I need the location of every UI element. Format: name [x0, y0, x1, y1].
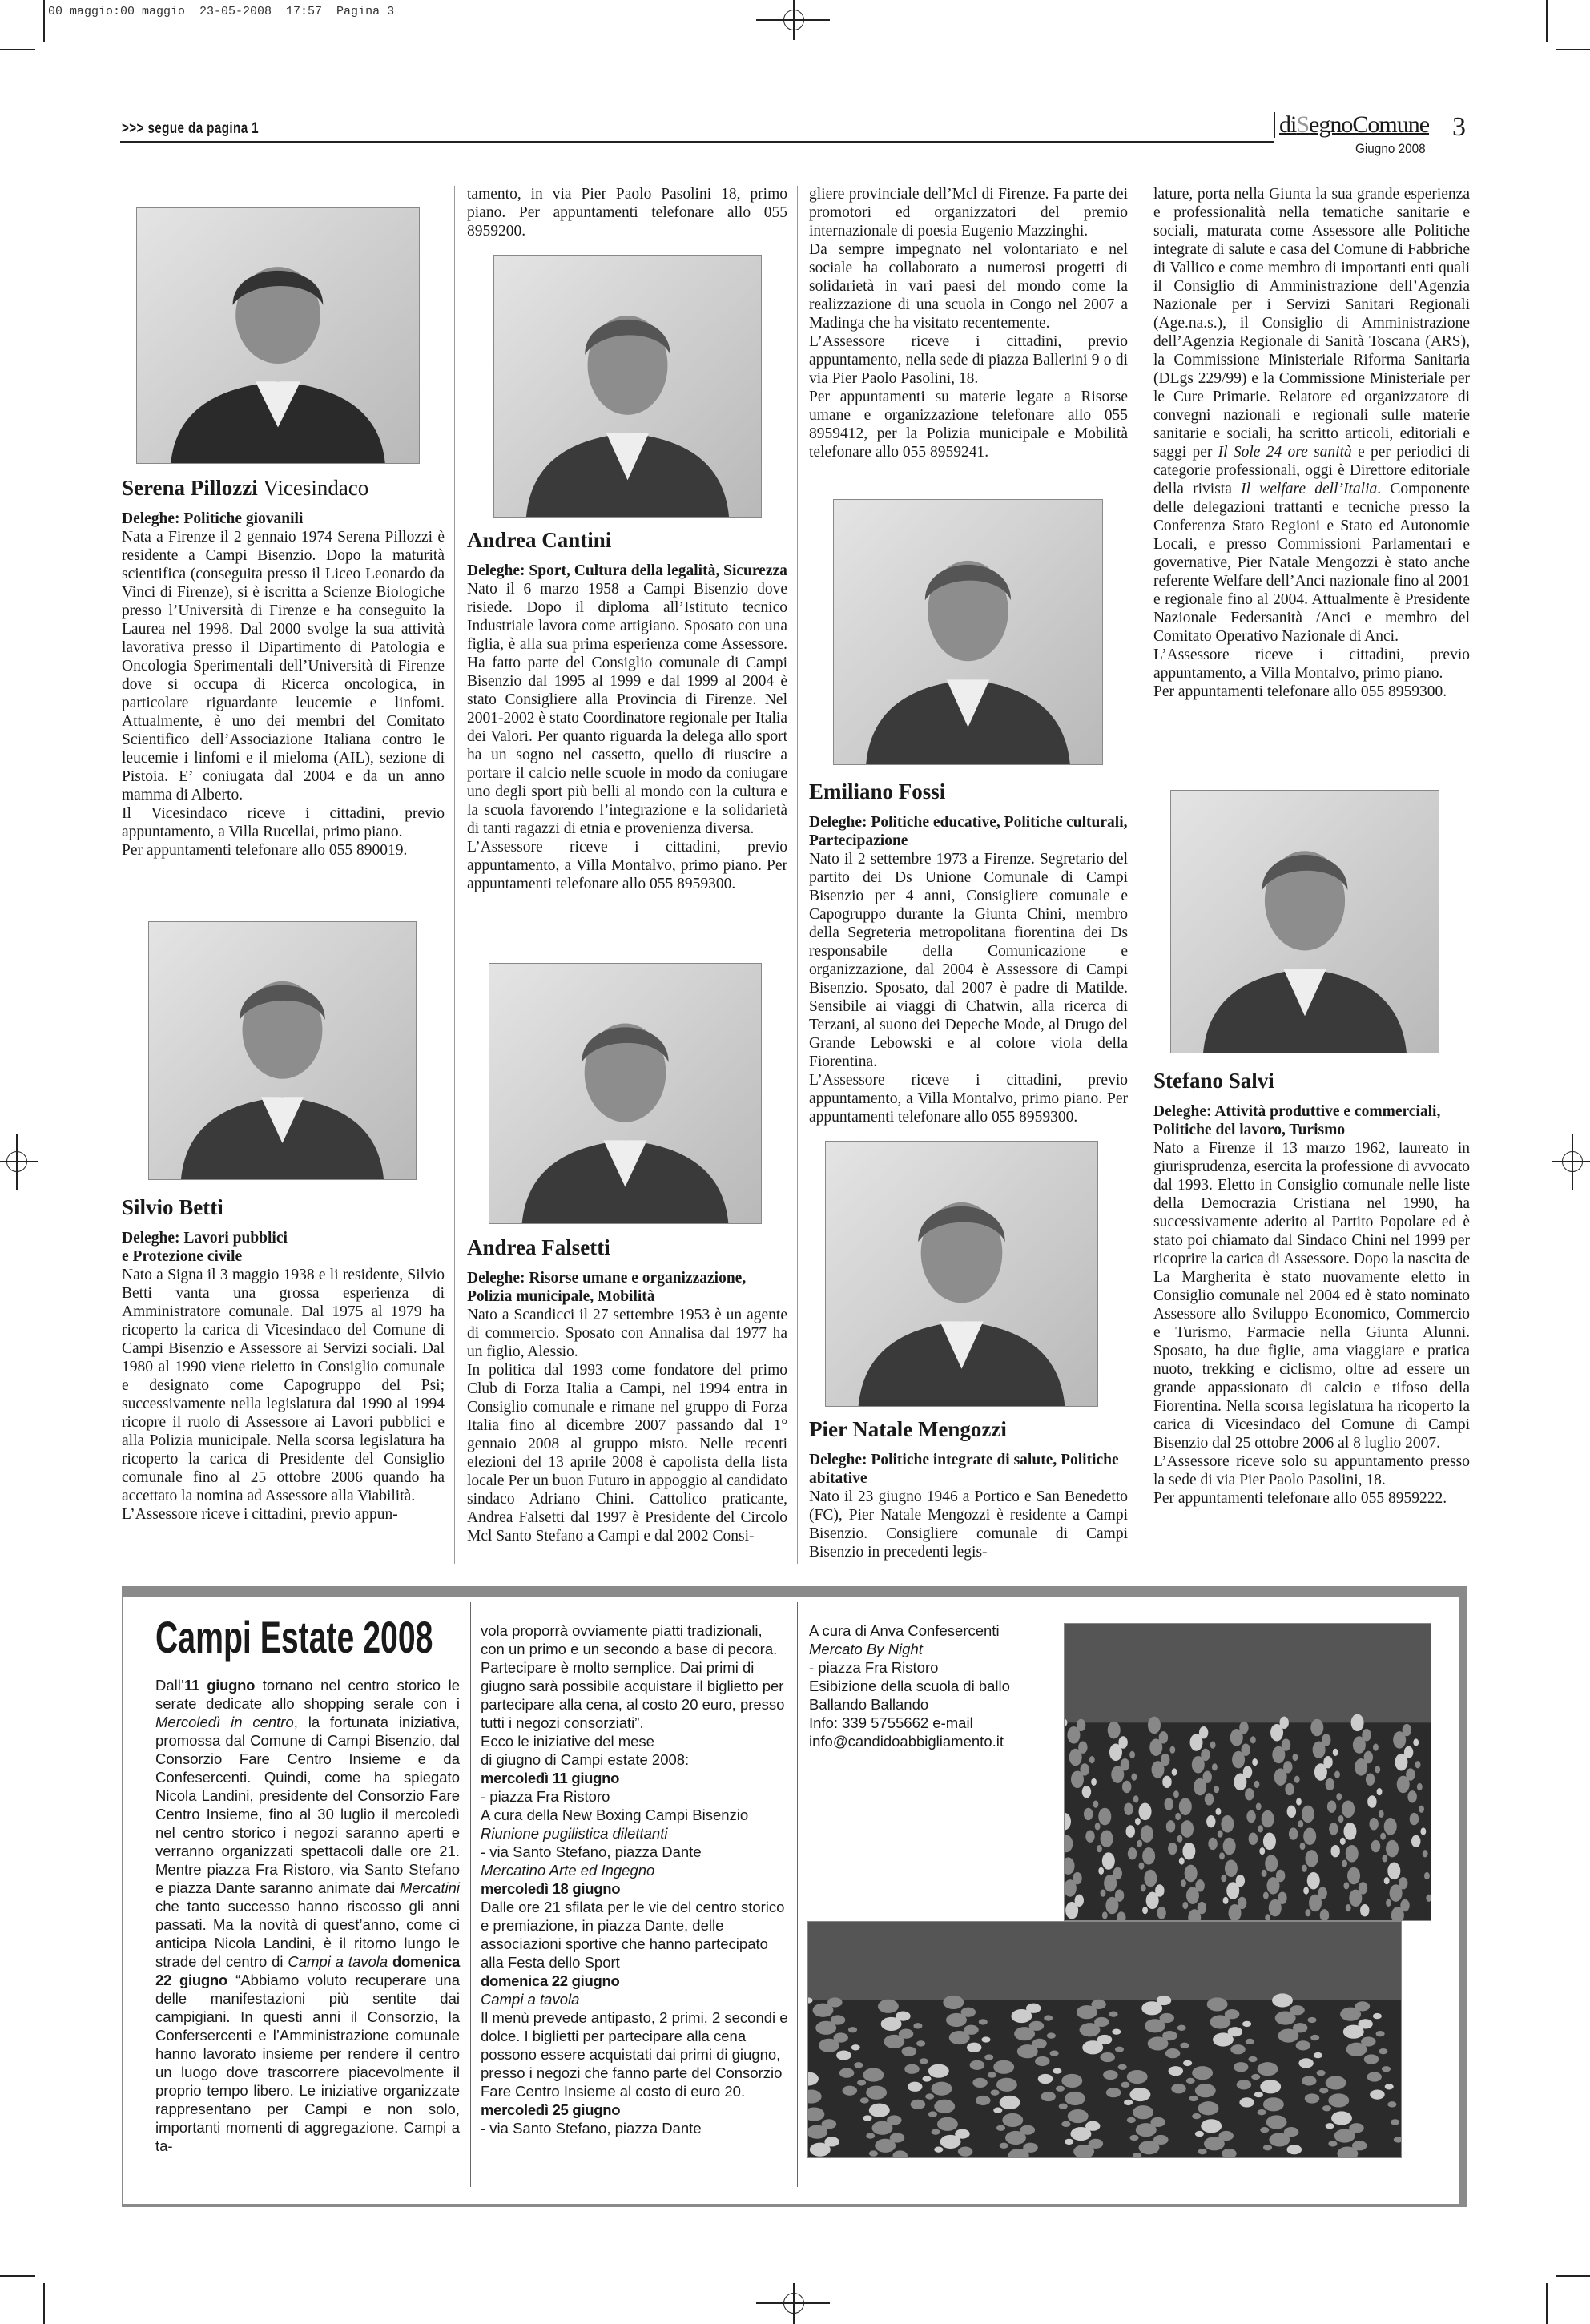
- text-run: tamento, in via Pier Paolo Pasolini 18, primo piano. Per appuntamenti telefonare allo 055 8959200.: [467, 186, 787, 240]
- estate-column-a: [155, 1613, 460, 2155]
- bold-run: domenica 22 giugno: [155, 1953, 460, 1988]
- paragraph: [467, 580, 787, 838]
- text-run: Nato a Signa il 3 maggio 1938 e li residente, Silvio Betti vanta una grossa esperienza di Amministratore comunale. Dal 1975 al 1979 ha ricoperto la carica di Vicesindaco del Comune di Campi Bisenzio e Assessore ai Servizi sociali. Dal 1980 al 1990 viene rieletto in Consiglio comunale e designato come Capogruppo del Psi; successivamente nella legislatura dal 1990 al 1994 ricopre il ruolo di Assessore ai Lavori pubblici e alla Polizia municipale. Nella scorsa legislatura ha ricoperto la carica di Presidente del Consiglio comunale fino al 25 ottobre 2006 quando ha accettato la nomina ad Assessore alla Viabilità.: [122, 1267, 445, 1504]
- italic-run: Mercatini: [399, 1879, 460, 1896]
- paragraph: [122, 841, 445, 860]
- text-run: che tanto successo hanno riscosso gli anni passati. Ma la novità di quest’anno, come ci anticipa Nicola Landini, è il ritorno lungo le strade del centro di: [155, 1898, 460, 1970]
- text-run: Dalle ore 21 sfilata per le vie del centro storico e premiazione, in piazza Dante, delle associazioni sportive che hanno partecipato alla Festa dello Sport: [481, 1899, 785, 1971]
- text-run: Ecco le iniziative del mese: [481, 1733, 654, 1750]
- text-run: , la fortunata iniziativa, promossa dal Comune di Campi Bisenzio, dal Consorzio Fare Centro Insieme e da Confesercenti. Quindi, come ha spiegato Nicola Landini, presidente del Consorzio Fare Centro Insieme, fino al 30 luglio il mercoledì nel centro storico i negozi saranno aperti e verranno organizzati spettacoli dalle ore 21. Mentre piazza Fra Ristoro, via Santo Stefano e piazza Dante saranno animate dai: [155, 1714, 460, 1896]
- profile-name: [122, 474, 445, 501]
- crop-mark: [43, 0, 45, 42]
- paragraph: [809, 1732, 1057, 1750]
- profile-article: [467, 526, 787, 893]
- paragraph: [481, 1806, 789, 1824]
- italic-run: Riunione pugilistica dilettanti: [481, 1825, 668, 1842]
- issue-month: Giugno 2008: [1355, 141, 1426, 156]
- text-run: Ballando Ballando: [809, 1696, 929, 1713]
- italic-run: Campi a tavola: [481, 1991, 580, 2008]
- event-photo-night-square: [1064, 1623, 1431, 1921]
- text-run: L’Assessore riceve i cittadini, previo appuntamento, a Villa Montalvo, primo piano.: [1153, 646, 1470, 682]
- text-run: L’Assessore riceve i cittadini, previo appuntamento, nella sede di piazza Ballerini 9 o di via Pier Paolo Pasolini, 18.: [809, 333, 1128, 387]
- page-number: 3: [1452, 112, 1466, 142]
- deleghe-heading: Deleghe: Lavori pubblici e Protezione civile: [122, 1230, 288, 1265]
- person-name: Stefano Salvi: [1153, 1069, 1274, 1093]
- column-divider: [454, 186, 455, 1564]
- paragraph: [122, 1505, 445, 1524]
- paragraph: [1153, 1139, 1470, 1452]
- print-slug: 00 maggio:00 maggio 23-05-2008 17:57 Pagina 3: [48, 5, 395, 18]
- paragraph: [1153, 185, 1470, 646]
- deleghe-heading: Deleghe: Risorse umane e organizzazione, Polizia municipale, Mobilità: [467, 1270, 747, 1305]
- registration-mark-line: [793, 0, 795, 40]
- portrait-photo-cantini: [493, 255, 762, 518]
- profile-article: [122, 1194, 445, 1524]
- paragraph: [809, 1658, 1057, 1677]
- logo-part: egnoComune: [1309, 111, 1430, 138]
- deleghe-heading: Deleghe: Politiche educative, Politiche culturali, Partecipazione: [809, 814, 1128, 849]
- profile-body: [809, 850, 1128, 1126]
- paragraph: [481, 1769, 789, 1787]
- paragraph: [809, 1640, 1057, 1658]
- logo-part: S: [1296, 111, 1310, 138]
- logo-part: di: [1279, 111, 1297, 138]
- paragraph: [809, 388, 1128, 461]
- paragraph: [481, 2008, 789, 2100]
- text-run: L’Assessore riceve i cittadini, previo appuntamento, a Villa Montalvo, primo piano. Per appuntamenti telefonare allo 055 8959300.: [467, 839, 787, 892]
- registration-mark-line: [1572, 1134, 1573, 1190]
- person-name: Silvio Betti: [122, 1195, 223, 1219]
- text-run: . Componente delle delegazioni trattanti e tecniche presso la Conferenza Stato Regioni e Stato ed Autonomie Locali, e presso Commissioni Parlamentari e governative, Pier Natale Mengozzi è stato anche referente Welfare dell’Anci nazionale fino al 2001 e regionale fino al 2004. Attualmente è Presidente Nazionale Federsanità /Anci e membro del Comitato Operativo Nazionale di Anci.: [1153, 481, 1470, 645]
- profile-article: [467, 1234, 787, 1545]
- bold-run: mercoledì 11 giugno: [481, 1770, 620, 1786]
- estate-column-c: [809, 1621, 1057, 1750]
- estate-intro: [155, 1676, 460, 2155]
- person-role: Vicesindaco: [263, 476, 369, 500]
- paragraph: [809, 850, 1128, 1071]
- header-rule: [120, 141, 1274, 143]
- deleghe-heading: Deleghe: Politiche integrate di salute, Politiche abitative: [809, 1452, 1119, 1487]
- profile-article: [809, 778, 1128, 1126]
- estate-column-b: [481, 1621, 789, 2137]
- profile-body: [809, 1488, 1128, 1561]
- text-run: Il menù prevede antipasto, 2 primi, 2 secondi e dolce. I biglietti per partecipare alla cena possono essere acquistati dai primi di giugno, presso i negozi che fanno parte del Consorzio Fare Centro Insieme al costo di euro 20.: [481, 2009, 788, 2100]
- bold-run: mercoledì 25 giugno: [481, 2101, 621, 2118]
- estate-event-list: [481, 1732, 789, 2137]
- continued-text: [467, 185, 787, 240]
- paragraph: [481, 1898, 789, 1972]
- italic-run: Mercoledì in centro: [155, 1714, 294, 1730]
- registration-mark-line: [16, 1134, 18, 1190]
- crop-mark: [1556, 2275, 1590, 2277]
- paragraph: [481, 1861, 789, 1879]
- registration-mark-line: [0, 1161, 38, 1162]
- profile-name: [809, 778, 1128, 805]
- crop-mark: [0, 2275, 35, 2277]
- portrait-photo-salvi: [1170, 790, 1439, 1053]
- paragraph: [481, 1621, 789, 1732]
- box-column-divider: [797, 1602, 798, 2187]
- text-run: Nato il 6 marzo 1958 a Campi Bisenzio dove risiede. Dopo il diploma all’Istituto tecnico Industriale lavora come artigiano. Sposato con una figlia, è alla sua prima esperienza come Assessore. Ha fatto parte del Consiglio comunale di Campi Bisenzio dal 1995 al 1999 e dal 1999 al 2004 è stato Consigliere alla Provincia di Firenze. Nel 2001-2002 è stato Coordinatore regionale per Italia dei Valori. Per quanto riguarda la delega allo sport ha un sogno nel cassetto, quello di riuscire a portare il calcio nelle scuole in modo da coniugare uno degli sport più belli al mondo con la cultura e la scuola favorendo l’integrazione e la solidarietà di tanti ragazzi di etnia e provenienza diversa.: [467, 581, 787, 837]
- text-run: - via Santo Stefano, piazza Dante: [481, 1843, 702, 1860]
- text-run: Nato il 2 settembre 1973 a Firenze. Segretario del partito dei Ds Unione Comunale di Campi Bisenzio per 4 anni, Consigliere comunale e Capogruppo durante la Giunta Chini, membro della Segreteria metropolitana fiorentina dei Ds responsabile della Comunicazione e organizzazione, dal 2004 è Assessore di Campi Bisenzio. Sposato, dal 2007 è padre di Matilde. Sensibile ai viaggi di Chatwin, alla ricerca di Terzani, al suono dei Depeche Mode, al Drugo del Grande Lebowski e al colore viola della Fiorentina.: [809, 851, 1128, 1070]
- paragraph: [481, 1843, 789, 1861]
- profile-name: [809, 1416, 1128, 1443]
- continued-text: [809, 185, 1128, 461]
- paragraph: [481, 2100, 789, 2119]
- italic-run: Mercato By Night: [809, 1641, 923, 1657]
- text-run: “Abbiamo voluto recuperare una delle manifestazioni più sentite dai campigiani. In questi anni il Consorzio, la Confersercenti e l’Amministrazione comunale hanno lavorato insieme per rendere il centro un luogo dove trascorrere piacevolmente il proprio tempo libero. Le iniziative organizzate rappresentano per Campi e non solo, importanti momenti di aggregazione. Campi a ta-: [155, 1972, 460, 2154]
- text-run: info@candidoabbigliamento.it: [809, 1733, 1004, 1750]
- text-run: e per periodici di categorie professionali, oggi è Direttore editoriale della rivista: [1153, 444, 1470, 497]
- text-run: L’Assessore riceve solo su appuntamento presso la sede di via Pier Paolo Pasolini, 18.: [1153, 1453, 1470, 1488]
- text-run: lature, porta nella Giunta la sua grande esperienza e professionalità nella tematiche sanitarie e sociali, maturata come Assessore alle Politiche integrate di salute e casa del Comune di Fabbriche di Vallico e come membro di importanti enti quali il Consiglio di Amministrazione dell’Agenzia Nazionale per i Servizi Sanitari Regionali (Age.na.s.), il Consiglio di Amministrazione dell’Agenzia Regionale di Sanità Toscana (ARS), la Commissione Ministeriale Riforma Sanitaria (DLgs 229/99) e la Commissione Ministeriale per le Cure Primarie. Relatore ed organizzatore di convegni nazionali e regionali sulle materie sanitarie e sociali, ha scritto articoli, editoriali e saggi per: [1153, 186, 1470, 461]
- text-run: - piazza Fra Ristoro: [809, 1659, 939, 1676]
- crop-mark: [1546, 0, 1548, 42]
- text-run: Da sempre impegnato nel volontariato e nel sociale ha collaborato a numerosi progetti di solidarietà in vari paesi del mondo come la realizzazione di una scuola in Congo nel 2007 a Madinga che ha visitato recentemente.: [809, 241, 1128, 332]
- estate-intro-cont: [481, 1621, 789, 1732]
- italic-run: Il welfare dell’Italia: [1241, 481, 1378, 497]
- paragraph: [481, 1732, 789, 1750]
- paragraph: [809, 185, 1128, 240]
- text-run: Nato a Scandicci il 27 settembre 1953 è un agente di commercio. Sposato con Annalisa dal 1977 ha un figlio, Alessio.: [467, 1307, 787, 1360]
- person-name: Emiliano Fossi: [809, 779, 946, 804]
- portrait-photo-pillozzi: [136, 207, 420, 464]
- paragraph: [809, 240, 1128, 332]
- paragraph: [122, 528, 445, 804]
- profile-name: [467, 526, 787, 554]
- paragraph: [1153, 1489, 1470, 1508]
- paragraph: [809, 1621, 1057, 1640]
- portrait-photo-mengozzi: [825, 1141, 1098, 1407]
- paragraph: [809, 1714, 1057, 1732]
- paragraph: [122, 804, 445, 841]
- paragraph: [481, 1990, 789, 2008]
- person-name: Andrea Cantini: [467, 528, 612, 552]
- text-run: Esibizione della scuola di ballo: [809, 1678, 1010, 1694]
- registration-mark-line: [1552, 1161, 1590, 1162]
- paragraph: [481, 2119, 789, 2137]
- deleghe-heading: Deleghe: Attività produttive e commerciali, Politiche del lavoro, Turismo: [1153, 1103, 1441, 1138]
- column-divider: [797, 186, 798, 1564]
- paragraph: [467, 185, 787, 240]
- profile-article: [122, 474, 445, 860]
- paragraph: [481, 1824, 789, 1843]
- text-run: A cura di Anva Confesercenti: [809, 1622, 1000, 1639]
- continued-from-label: >>> segue da pagina 1: [122, 120, 260, 137]
- bold-run: domenica 22 giugno: [481, 1972, 620, 1989]
- paragraph: [809, 1677, 1057, 1695]
- estate-title: Campi Estate 2008: [155, 1612, 433, 1662]
- text-run: Per appuntamenti su materie legate a Risorse umane e organizzazione telefonare allo 055 8959412, per la Polizia municipale e Mobilità telefonare allo 055 8959241.: [809, 389, 1128, 461]
- paragraph: [467, 1361, 787, 1545]
- profile-body: [122, 528, 445, 860]
- profile-name: [467, 1234, 787, 1261]
- paragraph: [809, 1071, 1128, 1126]
- text-run: A cura della New Boxing Campi Bisenzio: [481, 1806, 749, 1823]
- text-run: Per appuntamenti telefonare allo 055 890019.: [122, 842, 408, 859]
- text-run: In politica dal 1993 come fondatore del primo Club di Forza Italia a Campi, nel 1994 entra in Consiglio comunale e rimane nel gruppo di Forza Italia fino al dicembre 2007 passando dal 1° gennaio 2008 al gruppo misto. Nelle recenti elezioni del 13 aprile 2008 è capolista della lista locale Per un buon Futuro in appoggio al candidato sindaco Adriano Chini. Cattolico praticante, Andrea Falsetti dal 1997 è Presidente del Circolo Mcl Santo Stefano a Campi e dal 2002 Consi-: [467, 1362, 787, 1545]
- italic-run: Il Sole 24 ore sanità: [1218, 444, 1352, 461]
- paragraph: [1153, 1452, 1470, 1489]
- continued-text: [1153, 185, 1470, 701]
- text-run: L’Assessore riceve i cittadini, previo appun-: [122, 1506, 398, 1523]
- crop-mark: [0, 49, 35, 50]
- text-run: Nato a Firenze il 13 marzo 1962, laureato in giurisprudenza, esercita la professione di avvocato dal 1993. Eletto in Consiglio comunale nelle liste della Democrazia Cristiana nel 1990, ha successivamente aderito al Partito Popolare ed è stato poi chiamato dal Sindaco Chini nel 1999 per ricoprire la carica di Assessore. Dopo la nascita de La Margherita è stato nuovamente eletto in Consiglio comunale nel 2004 ed è stato nominato Assessore allo Sviluppo Economico, Commercio e Turismo, Farmacie nella Giunta Alunni. Sposato, ha due figlie, ama viaggiare e pratica nuoto, trekking e ciclismo, oltre ad essere un grande appassionato di calcio e tifoso della Fiorentina. Nella scorsa legislatura ha ricoperto la carica di Vicesindaco del Comune di Campi Bisenzio dal 25 ottobre 2006 al 8 luglio 2007.: [1153, 1140, 1470, 1452]
- text-run: Per appuntamenti telefonare allo 055 8959222.: [1153, 1490, 1447, 1507]
- person-name: Andrea Falsetti: [467, 1235, 610, 1259]
- person-name: Pier Natale Mengozzi: [809, 1417, 1007, 1441]
- crop-mark: [1546, 2283, 1548, 2324]
- paragraph: [467, 1306, 787, 1361]
- profile-name: [122, 1194, 445, 1221]
- paragraph: [481, 1750, 789, 1769]
- bold-run: mercoledì 18 giugno: [481, 1880, 621, 1897]
- masthead-logo: [1274, 112, 1429, 138]
- paragraph: [1153, 646, 1470, 683]
- paragraph: [481, 1787, 789, 1806]
- registration-mark-line: [793, 2283, 795, 2324]
- text-run: vola proporrà ovviamente piatti tradizionali, con un primo e un secondo a base di pecora. Partecipare è molto semplice. Dai primi di giugno sarà possibile acquistare il biglietto per partecipare alla cena, al costo 20 euro, presso tutti i negozi consorziati”.: [481, 1622, 785, 1731]
- profile-body: [122, 1266, 445, 1524]
- text-run: gliere provinciale dell’Mcl di Firenze. Fa parte dei promotori ed organizzatori del premio internazionale di poesia Eugenio Mazzinghi.: [809, 186, 1128, 240]
- paragraph: [122, 1266, 445, 1505]
- text-run: Il Vicesindaco riceve i cittadini, previo appuntamento, a Villa Rucellai, primo piano.: [122, 805, 445, 840]
- italic-run: Campi a tavola: [288, 1953, 388, 1970]
- profile-body: [467, 580, 787, 893]
- portrait-photo-falsetti: [489, 963, 762, 1224]
- text-run: Dall’: [155, 1677, 184, 1694]
- crop-mark: [43, 2283, 45, 2324]
- person-name: Serena Pillozzi: [122, 476, 258, 500]
- profile-body: [467, 1306, 787, 1545]
- text-run: - via Santo Stefano, piazza Dante: [481, 2120, 702, 2137]
- text-run: di giugno di Campi estate 2008:: [481, 1751, 690, 1768]
- paragraph: [809, 1488, 1128, 1561]
- portrait-photo-fossi: [833, 499, 1103, 765]
- paragraph: [809, 332, 1128, 388]
- text-run: L’Assessore riceve i cittadini, previo appuntamento, a Villa Montalvo, primo piano. Per appuntamenti telefonare allo 055 8959300.: [809, 1072, 1128, 1126]
- portrait-photo-betti: [148, 921, 417, 1180]
- paragraph: [1153, 683, 1470, 701]
- text-run: Per appuntamenti telefonare allo 055 8959300.: [1153, 683, 1447, 700]
- paragraph: [481, 1972, 789, 1990]
- paragraph: [481, 1879, 789, 1898]
- italic-run: Mercatino Arte ed Ingegno: [481, 1862, 655, 1879]
- text-run: Nata a Firenze il 2 gennaio 1974 Serena Pillozzi è residente a Campi Bisenzio. Dopo la maturità scientifica (conseguita presso il Liceo Leonardo da Vinci di Firenze), si è iscritta a Scienze Biologiche presso l’Università di Firenze e ha conseguito la Laurea nel 1998. Dal 2000 svolge la sua attività lavorativa presso il Dipartimento di Patologia e Oncologia Sperimentali dell’Università di Firenze dove si occupa di Ricerca oncologica, in particolare riguardante leucemie e linfomi. Attualmente, è uno dei membri del Comitato Scientifico dell’Associazione Italiana contro le leucemie i linfomi e il mieloma (AIL), sezione di Pistoia. E’ coniugata dal 2004 e da un anno mamma di Alberto.: [122, 529, 445, 804]
- profile-article: [809, 1416, 1128, 1561]
- profile-article: [1153, 1067, 1470, 1508]
- crop-mark: [1556, 49, 1590, 50]
- text-run: Nato il 23 giugno 1946 a Portico e San Benedetto (FC), Pier Natale Mengozzi è residente a Campi Bisenzio. Consigliere comunale di Campi Bisenzio in precedenti legis-: [809, 1488, 1128, 1561]
- event-photo-street-dinner: [807, 1921, 1402, 2158]
- text-run: tornano nel centro storico le serate dedicate allo shopping serale con i: [155, 1677, 461, 1712]
- paragraph: [809, 1695, 1057, 1714]
- profile-body: [1153, 1139, 1470, 1508]
- deleghe-heading: Deleghe: Politiche giovanili: [122, 510, 304, 527]
- bold-run: 11 giugno: [183, 1677, 256, 1694]
- paragraph: [155, 1676, 460, 2155]
- text-run: Info: 339 5755662 e-mail: [809, 1714, 973, 1731]
- profile-name: [1153, 1067, 1470, 1094]
- box-column-divider: [470, 1602, 471, 2187]
- paragraph: [467, 838, 787, 893]
- deleghe-heading: Deleghe: Sport, Cultura della legalità, Sicurezza: [467, 562, 787, 579]
- text-run: - piazza Fra Ristoro: [481, 1788, 610, 1805]
